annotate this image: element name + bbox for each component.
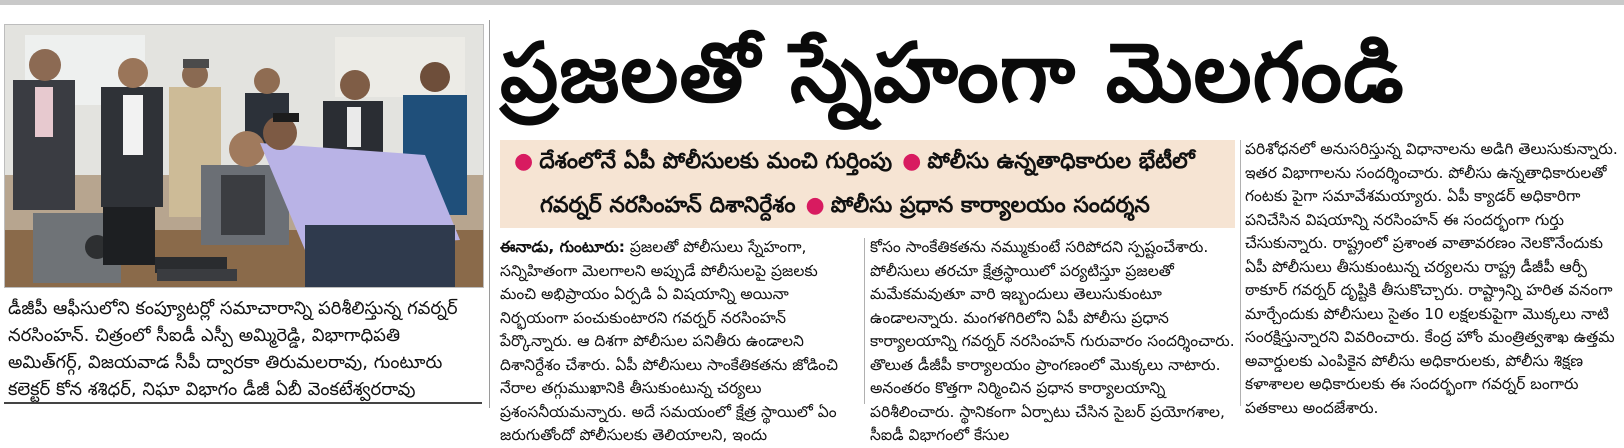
article-text-3: పరిశోధనలో అనుసరిస్తున్న విధానాలను అడిగి తెలుసుకున్నారు. ఇతర విభాగాలను సందర్శించారు. పోలీసు ఉన్నతాధికారులతో గంటకు పైగా సమావేశమయ్యారు. ఏపీ క్యాడర్ అధికారిగా పనిచేసిన విషయాన్ని నరసింహన్ ఈ సందర్భంగా గుర్తు చేసుకున్నారు. రాష్ట్రంలో ప్రశాంత వాతావరణం నెలకొనేందుకు ఏపీ పోలీసులు తీసుకుంటున్న చర్యలను రాష్ట్ర డీజీపీ ఆర్పీ ఠాకూర్ గవర్నర్ దృష్టికి తీసుకొచ్చారు. రాష్ట్రాన్ని హరిత వనంగా మార్చేందుకు పోలీసులు సైతం 10 లక్షలకుపైగా మొక్కలు నాటి సంరక్షిస్తున్నారని వివరించారు. కేంద్ర హోం మంత్రిత్వశాఖ ఉత్తమ అవార్డులకు ఎంపికైన పోలీసు అధికారులకు, పోలీసు శిక్షణ కళాశాలల అధికారులకు ఈ సందర్భంగా గవర్నర్ బంగారు పతకాలు అందజేశారు. [1245, 140, 1618, 417]
photo-illustration [5, 25, 483, 287]
deck-point-2: పోలీసు ఉన్నతాధికారుల భేటీలో [927, 149, 1195, 174]
headline: ప్రజలతో స్నేహంగా మెలగండి [500, 26, 1405, 121]
article-column-1 [500, 236, 858, 444]
dateline: ఈనాడు, గుంటూరు: [500, 238, 625, 256]
bullet-dot-icon: ● [514, 149, 534, 174]
sub-headline-deck [500, 140, 1235, 228]
deck-point-2-continued: గవర్నర్ నరసింహన్ దిశానిర్దేశం [540, 193, 796, 218]
photo-caption: డీజీపీ ఆఫీసులోని కంప్యూటర్లో సమాచారాన్ని పరిశీలిస్తున్న గవర్నర్ నరసింహన్. చిత్రంలో సీఐడీ ఎస్పీ అమ్మిరెడ్డి, విభాగాధిపతి అమిత్‌గర్గ్, విజయవాడ సీపీ ద్వారకా తిరుమలరావు, గుంటూరు కలెక్టర్ కోన శశిధర్, నిఘా విభాగం డీజీ ఏబీ వెంకటేశ్వరరావు [8, 298, 458, 400]
bullet-dot-icon: ● [902, 149, 922, 174]
deck-line-2 [540, 184, 1150, 228]
column-divider [489, 20, 490, 408]
caption-underline [4, 402, 482, 404]
column-rule [864, 238, 865, 404]
article-column-3 [1245, 138, 1620, 417]
bullet-dot-icon: ● [805, 193, 825, 218]
deck-point-3: పోలీసు ప్రధాన కార్యాలయం సందర్శన [830, 193, 1150, 218]
article-text-2: కోసం సాంకేతికతను నమ్ముకుంటే సరిపోదని స్పష్టంచేశారు. పోలీసులు తరచూ క్షేత్రస్థాయిలో పర్యటిస్తూ ప్రజలతో మమేకమవుతూ వారి ఇబ్బందులు తెలుసుకుంటూ ఉండాలన్నారు. మంగళగిరిలోని ఏపీ పోలీసు ప్రధాన కార్యాలయాన్ని గవర్నర్ నరసింహన్ గురువారం సందర్శించారు. తొలుత డీజీపీ కార్యాలయం ప్రాంగణంలో మొక్కలు నాటారు. అనంతరం కొత్తగా నిర్మించిన ప్రధాన కార్యాలయాన్ని పరిశీలించారు. స్థానికంగా ఏర్పాటు చేసిన సైబర్ ప్రయోగశాల, సీఐడీ విభాగంలో కేసుల [870, 238, 1235, 444]
article-text-1: ప్రజలతో పోలీసులు స్నేహంగా, సన్నిహితంగా మెలగాలని అప్పుడే పోలీసులపై ప్రజలకు మంచి అభిప్రాయం ఏర్పడి ఏ విషయాన్ని అయినా నిర్భయంగా పంచుకుంటారని గవర్నర్ నరసింహన్ పేర్కొన్నారు. ఆ దిశగా పోలీసుల పనితీరు ఉండాలని దిశానిర్దేశం చేశారు. ఏపీ పోలీసులు సాంకేతికతను జోడించి నేరాల తగ్గుముఖానికి తీసుకుంటున్న చర్యలు ప్రశంసనీయమన్నారు. అదే సమయంలో క్షేత్ర స్థాయిలో ఏం జరుగుతోందో పోలీసులకు తెలియాలని, ఇందు [500, 238, 838, 444]
top-rule [0, 0, 1624, 5]
deck-point-1: దేశంలోనే ఏపీ పోలీసులకు మంచి గుర్తింపు [539, 149, 893, 174]
deck-line-1 [514, 140, 1195, 184]
column-rule [1240, 140, 1241, 406]
news-photo [4, 24, 484, 288]
article-column-2 [870, 236, 1235, 444]
